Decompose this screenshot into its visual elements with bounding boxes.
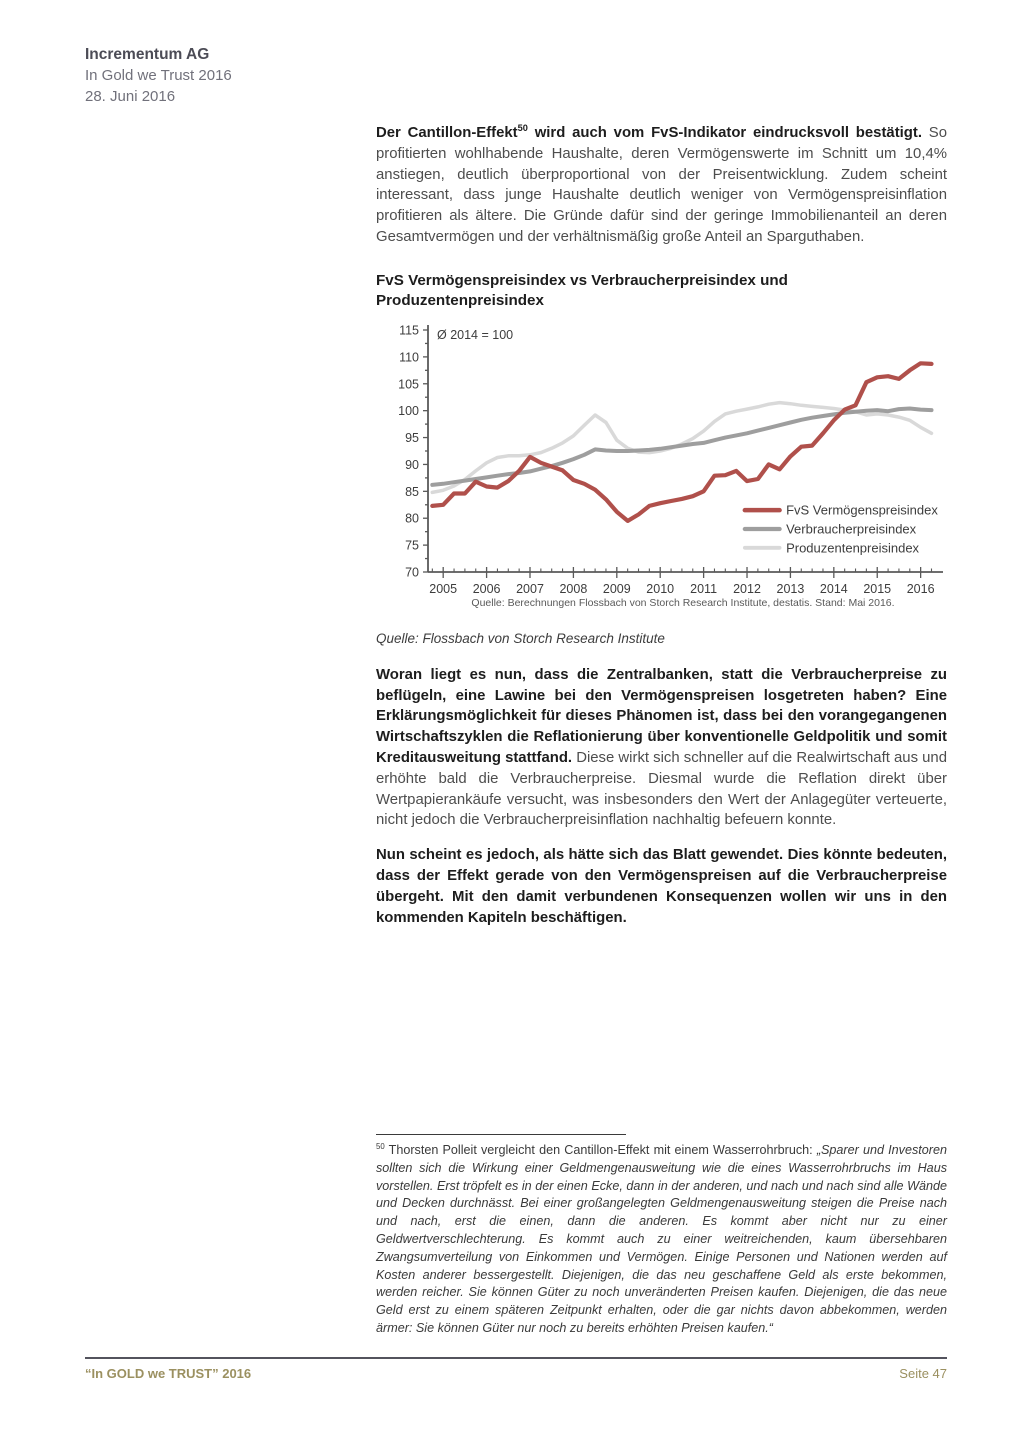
- svg-text:Produzentenpreisindex: Produzentenpreisindex: [786, 540, 920, 556]
- svg-text:FvS Vermögenspreisindex: FvS Vermögenspreisindex: [786, 502, 938, 518]
- svg-text:2006: 2006: [472, 581, 501, 596]
- svg-text:2016: 2016: [906, 581, 935, 596]
- svg-text:2007: 2007: [516, 581, 544, 596]
- svg-text:Ø 2014 = 100: Ø 2014 = 100: [437, 327, 514, 342]
- svg-text:90: 90: [405, 457, 419, 472]
- svg-text:105: 105: [398, 377, 419, 392]
- svg-text:115: 115: [399, 323, 419, 338]
- svg-text:Verbraucherpreisindex: Verbraucherpreisindex: [786, 521, 917, 537]
- paragraph-cantillon: [376, 123, 947, 248]
- paragraph-lead-bold: Der Cantillon-Effekt: [376, 125, 518, 141]
- svg-text:2009: 2009: [602, 581, 631, 596]
- chart-title: FvS Vermögenspreisindex vs Verbraucherpreisindex und Produzentenpreisindex: [376, 271, 788, 310]
- line-chart: [376, 320, 947, 612]
- svg-text:70: 70: [405, 565, 419, 580]
- paragraph-blatt-gewendet: [376, 845, 947, 928]
- svg-text:110: 110: [399, 350, 419, 365]
- paragraph-bold: Nun scheint es jedoch, als hätte sich das Blatt gewendet. Dies könnte bedeuten, dass der Effekt gerade von den Vermögenspreisen auf die Verbraucherpreise übergeht. Mit den damit verbundenen Konsequenzen wollen wir uns in den kommenden Kapiteln beschäftigen.: [376, 847, 947, 926]
- report-date: 28. Juni 2016: [85, 88, 176, 105]
- page-number: Seite 47: [899, 1366, 947, 1381]
- page-header: [85, 44, 232, 107]
- paragraph-zentralbanken: [376, 665, 947, 831]
- svg-text:Quelle: Berechnungen Flossbach: Quelle: Berechnungen Flossbach von Storch Research Institute, destatis. Stand: Mai 2016.: [471, 596, 895, 609]
- footnote-quote: „Sparer und Investoren sollten sich die Wirkung einer Geldmengenausweitung wie die eines Wasserrohrbruchs im Haus vorstellen. Erst tröpfelt es in der einen Ecke, dann in der anderen, und nach und nach sind alle Wände und Decken durchnässt. Bei einer großangelegten Geldmengenausweitung steigen die Preise nach und nach, erst die einen, dann die anderen. Es kommt aber nicht nur zu einer Geldwertverschlechterung. Es kommt auch zu einer weitreichenden, kaum übersehbaren Zwangsumverteilung von Einkommen und Vermögen. Einige Personen und Nationen werden auf Kosten anderer bessergestellt. Diejenigen, die das neu geschaffene Geld als erste bekommen, werden reicher. Sie können Güter zu noch unveränderten Preisen kaufen. Diejenigen, die das neue Geld erst zu einem späteren Zeitpunkt erhalten, oder die gar nichts davon abbekommen, werden ärmer: Sie können Güter nur noch zu bereits erhöhten Preisen kaufen.“: [376, 1143, 947, 1335]
- svg-text:2015: 2015: [863, 581, 892, 596]
- content-column: [376, 123, 947, 928]
- svg-text:95: 95: [405, 430, 419, 445]
- report-title: In Gold we Trust 2016: [85, 67, 232, 84]
- paragraph-body: Diese wirkt sich schneller auf die Realwirtschaft aus und erhöhte bald die Verbraucherpreise. Diesmal wurde die Reflation direkt über Wertpapierankäufe versucht, was insbesonders den Wert der Anlagegüter verteuerte, nicht jedoch die Verbraucherpreisinflation nachhaltig befeuern konnte.: [376, 749, 947, 829]
- footnote-number: 50: [376, 1141, 385, 1151]
- footnote-divider: [376, 1134, 626, 1135]
- footnote-block: [376, 1134, 947, 1338]
- footnote-text: [376, 1142, 947, 1338]
- paragraph-lead-bold: Woran liegt es nun, dass die Zentralbanken, statt die Verbraucherpreise zu beflügeln, eine Lawine bei den Vermögenspreisen losgetreten haben? Eine Erklärungsmöglichkeit für dieses Phänomen ist, dass bei den vorangegangenen Wirtschaftszyklen die Reflationierung über konventionelle Geldpolitik und somit Kreditausweitung stattfand.: [376, 666, 947, 766]
- svg-text:75: 75: [405, 538, 419, 553]
- svg-text:2005: 2005: [429, 581, 458, 596]
- paragraph-body: So profitierten wohlhabende Haushalte, deren Vermögenswerte im Schnitt um 10,4% anstiegen, deutlich überproportional von der Preisentwicklung. Zudem scheint interessant, dass junge Haushalte deutlich weniger von Vermögenspreisinflation profitieren als ältere. Die Gründe dafür sind der geringe Immobilienanteil an deren Gesamtvermögen und der verhältnismäßig große Anteil an Sparguthaben.: [376, 125, 947, 245]
- svg-text:85: 85: [405, 484, 419, 499]
- footer-report-name: “In GOLD we TRUST” 2016: [85, 1366, 252, 1381]
- svg-text:100: 100: [398, 403, 419, 418]
- paragraph-lead-bold-cont: wird auch vom FvS-Indikator eindrucksvoll bestätigt.: [527, 125, 922, 141]
- svg-text:2012: 2012: [733, 581, 761, 596]
- page-footer: [85, 1357, 947, 1381]
- svg-text:2010: 2010: [646, 581, 675, 596]
- footnote-intro: Thorsten Polleit vergleicht den Cantillon-Effekt mit einem Wasserrohrbruch:: [388, 1143, 817, 1157]
- svg-text:2008: 2008: [559, 581, 588, 596]
- source-attribution: Quelle: Flossbach von Storch Research Institute: [376, 630, 665, 646]
- svg-text:80: 80: [405, 511, 419, 526]
- svg-text:2013: 2013: [776, 581, 805, 596]
- footnote-reference: 50: [517, 123, 528, 134]
- svg-text:2011: 2011: [690, 581, 718, 596]
- company-name: Incrementum AG: [85, 46, 210, 63]
- svg-text:2014: 2014: [819, 581, 848, 596]
- chart-figure: [376, 320, 947, 617]
